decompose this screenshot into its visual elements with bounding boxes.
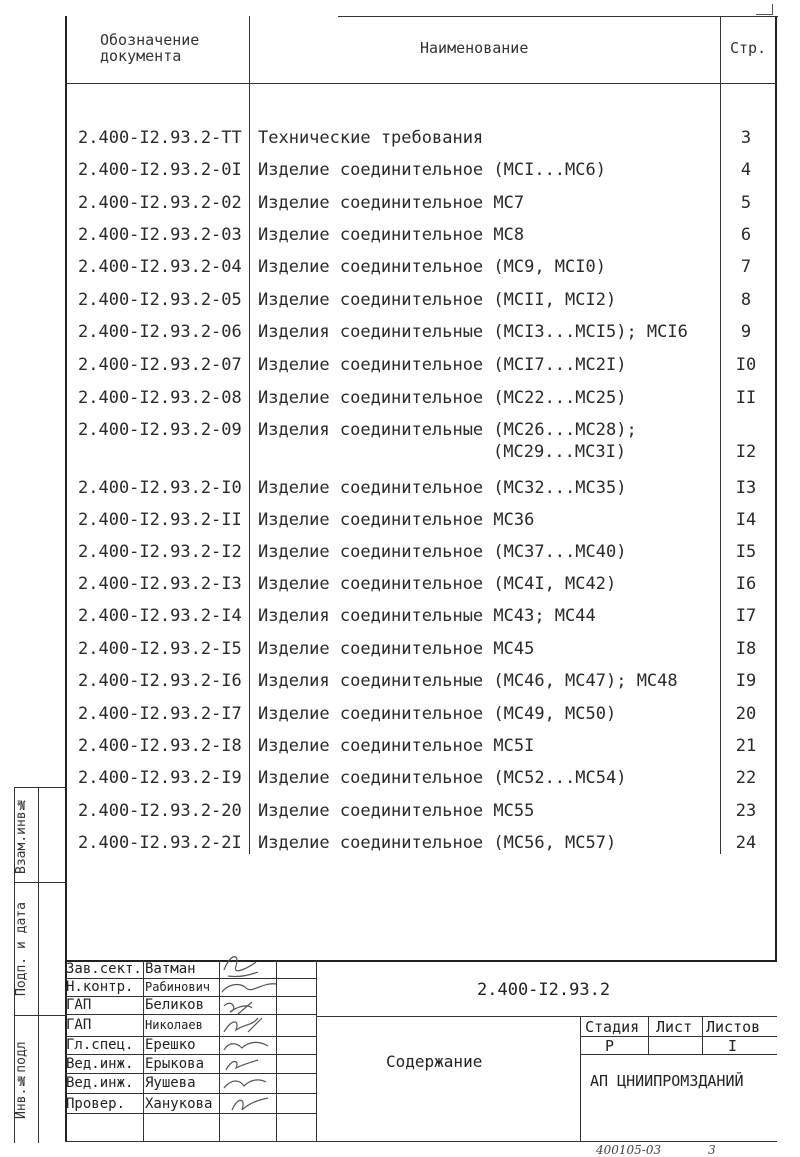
row-page: I0 — [735, 355, 757, 375]
row-name: Изделия соединительные (МС26...МС28); — [258, 420, 637, 440]
tb-role: Н.контр. — [66, 979, 134, 995]
tb-name: Яушева — [145, 1075, 196, 1091]
tb-role: Гл.спец. — [66, 1037, 134, 1053]
row-name: Изделие соединительное (МСI7...МС2I) — [258, 355, 627, 375]
row-page: 9 — [740, 322, 752, 342]
row-code: 2.400-I2.93.2-06 — [78, 322, 242, 342]
row-page: I3 — [735, 478, 757, 498]
side-label-vzam-inv: Взам.инв№ — [14, 796, 29, 874]
title-block-bottom-line — [65, 1141, 777, 1142]
row-page: I9 — [735, 671, 757, 691]
tb-role: ГАП — [66, 1017, 92, 1033]
row-page: 20 — [735, 704, 757, 724]
col-divider-2-body — [720, 84, 721, 854]
row-page: I7 — [735, 606, 757, 626]
row-code: 2.400-I2.93.2-I3 — [78, 574, 242, 594]
row-name: Изделие соединительное МС45 — [258, 639, 535, 659]
row-name: Изделие соединительное (МС37...МС40) — [258, 542, 627, 562]
row-code: 2.400-I2.93.2-03 — [78, 225, 242, 245]
row-code: 2.400-I2.93.2-04 — [78, 257, 242, 277]
row-code: 2.400-I2.93.2-I4 — [78, 606, 242, 626]
tb-title-divider — [580, 1016, 581, 1142]
row-code: 2.400-I2.93.2-I6 — [78, 671, 242, 691]
signature-mark — [224, 1042, 268, 1050]
row-page: I2 — [735, 442, 757, 462]
row-name: Изделие соединительное МС7 — [258, 193, 525, 213]
row-code: 2.400-I2.93.2-02 — [78, 193, 242, 213]
table-row — [0, 704, 800, 736]
row-code: 2.400-I2.93.2-2I — [78, 833, 242, 853]
row-name: Изделие соединительное (МС49, МС50) — [258, 704, 617, 724]
tb-role: Вед.инж. — [66, 1056, 134, 1072]
sheet-label: Лист — [656, 1018, 693, 1036]
side-strip-mid — [38, 787, 39, 1143]
row-page: 7 — [740, 257, 752, 277]
table-row — [0, 257, 800, 289]
row-page: 3 — [740, 128, 752, 148]
table-row — [0, 193, 800, 225]
frame-top-line — [338, 16, 778, 17]
stage-label: Стадия — [585, 1018, 640, 1036]
header-name: Наименование — [420, 39, 529, 57]
table-row — [0, 420, 800, 470]
side-strip-div1 — [14, 882, 66, 883]
row-name: Изделие соединительное (МС22...МС25) — [258, 388, 627, 408]
table-row — [0, 768, 800, 800]
tb-name: Ватман — [145, 961, 196, 977]
col-divider-2 — [720, 16, 721, 84]
row-page: 5 — [740, 193, 752, 213]
stage-value: Р — [605, 1037, 615, 1055]
sheets-label: Листов — [706, 1018, 761, 1036]
row-page: 8 — [740, 290, 752, 310]
table-row — [0, 322, 800, 354]
row-code: 2.400-I2.93.2-0I — [78, 160, 242, 180]
title-block-code-bottom — [316, 1016, 777, 1017]
tb-name: Ханукова — [145, 1096, 213, 1112]
footer-num: 3 — [708, 1143, 716, 1157]
signature-mark — [224, 957, 258, 977]
table-row — [0, 128, 800, 160]
row-name: Изделие соединительное (МС56, МС57) — [258, 833, 617, 853]
table-row — [0, 478, 800, 510]
row-name: Изделие соединительное (МС9, МСI0) — [258, 257, 606, 277]
header-designation-line2: документа — [100, 47, 182, 65]
tb-name: Ерешко — [145, 1037, 196, 1053]
side-label-inv-podl: Инв.№подл — [14, 1041, 29, 1119]
signature-mark — [222, 984, 276, 992]
table-row — [0, 833, 800, 865]
tb-col-role — [143, 960, 144, 1142]
row-name: Технические требования — [258, 128, 484, 148]
header-bottom-line — [65, 83, 777, 84]
table-row — [0, 160, 800, 192]
table-row — [0, 388, 800, 420]
side-strip-div2 — [14, 1015, 66, 1016]
table-row — [0, 671, 800, 703]
row-page: I6 — [735, 574, 757, 594]
row-name: Изделия соединительные (МСI3...МСI5); МСI6 — [258, 322, 688, 342]
header-designation-line1: Обозначение — [100, 31, 200, 49]
header-page: Стр. — [730, 39, 767, 57]
row-name: Изделие соединительное МС8 — [258, 225, 525, 245]
row-name: Изделие соединительное (МС4I, МС42) — [258, 574, 617, 594]
tb-name: Рабинович — [145, 980, 211, 994]
row-page: II — [735, 388, 757, 408]
table-row — [0, 801, 800, 833]
tb-role: Вед.инж. — [66, 1075, 134, 1091]
row-code: 2.400-I2.93.2-II — [78, 510, 242, 530]
row-name: Изделия соединительные (МС46, МС47); МС48 — [258, 671, 678, 691]
header-designation — [100, 32, 199, 64]
table-row — [0, 736, 800, 768]
corner-mark-icon — [756, 4, 773, 15]
table-row — [0, 290, 800, 322]
row-code: 2.400-I2.93.2-09 — [78, 420, 242, 440]
signature-mark — [224, 1018, 262, 1032]
row-code: 2.400-I2.93.2-TT — [78, 128, 242, 148]
sheets-value: I — [728, 1037, 738, 1055]
row-code: 2.400-I2.93.2-07 — [78, 355, 242, 375]
tb-role: Провер. — [66, 1096, 126, 1112]
row-name: Изделие соединительное МС36 — [258, 510, 535, 530]
signature-mark — [224, 1002, 252, 1014]
table-row — [0, 639, 800, 671]
row-page: 21 — [735, 736, 757, 756]
row-name: Изделия соединительные МС43; МС44 — [258, 606, 596, 626]
col-divider-1 — [249, 16, 250, 84]
row-code: 2.400-I2.93.2-20 — [78, 801, 242, 821]
signature-mark — [224, 1080, 266, 1088]
signature-mark — [226, 1060, 258, 1070]
table-row — [0, 574, 800, 606]
col-divider-1-body — [249, 84, 250, 854]
tb-name: Николаев — [145, 1018, 203, 1032]
row-page: I4 — [735, 510, 757, 530]
table-row — [0, 225, 800, 257]
row-code: 2.400-I2.93.2-08 — [78, 388, 242, 408]
row-code: 2.400-I2.93.2-I0 — [78, 478, 242, 498]
tb-stage-div1 — [648, 1016, 649, 1054]
tb-role: Зав.сект. — [66, 961, 142, 977]
row-code: 2.400-I2.93.2-I5 — [78, 639, 242, 659]
tb-name: Ерыкова — [145, 1056, 205, 1072]
row-page: I8 — [735, 639, 757, 659]
row-name: Изделие соединительное МС5I — [258, 736, 535, 756]
row-code: 2.400-I2.93.2-I8 — [78, 736, 242, 756]
organization: АП ЦНИИПРОМЗДАНИЙ — [590, 1072, 744, 1090]
signature-mark — [232, 1098, 268, 1110]
row-page: I5 — [735, 542, 757, 562]
row-page: 23 — [735, 801, 757, 821]
row-name-continued: (МС29...МС3I) — [493, 442, 627, 462]
tb-stage-div2 — [702, 1016, 703, 1054]
row-code: 2.400-I2.93.2-05 — [78, 290, 242, 310]
row-name: Изделие соединительное МС55 — [258, 801, 535, 821]
table-row — [0, 542, 800, 574]
doc-code: 2.400-I2.93.2 — [477, 980, 611, 1000]
row-page: 22 — [735, 768, 757, 788]
table-row — [0, 510, 800, 542]
row-page: 6 — [740, 225, 752, 245]
tb-col-date — [316, 960, 317, 1142]
table-row — [0, 606, 800, 638]
row-name: Изделие соединительное (МС32...МС35) — [258, 478, 627, 498]
row-name: Изделие соединительное (МС52...МС54) — [258, 768, 627, 788]
row-name: Изделие соединительное (МСII, МСI2) — [258, 290, 617, 310]
tb-name: Беликов — [145, 997, 205, 1013]
side-label-podp-data: Подп. и дата — [14, 902, 29, 996]
footer-stamp: 400105-03 — [596, 1143, 662, 1157]
row-page: 4 — [740, 160, 752, 180]
row-code: 2.400-I2.93.2-I7 — [78, 704, 242, 724]
table-row — [0, 355, 800, 387]
tb-role: ГАП — [66, 997, 92, 1013]
row-code: 2.400-I2.93.2-I2 — [78, 542, 242, 562]
doc-title: Содержание — [386, 1052, 483, 1071]
row-name: Изделие соединительное (МСI...МС6) — [258, 160, 606, 180]
side-strip-top — [14, 787, 66, 788]
row-code: 2.400-I2.93.2-I9 — [78, 768, 242, 788]
signatures-icon — [218, 948, 288, 1138]
row-page: 24 — [735, 833, 757, 853]
